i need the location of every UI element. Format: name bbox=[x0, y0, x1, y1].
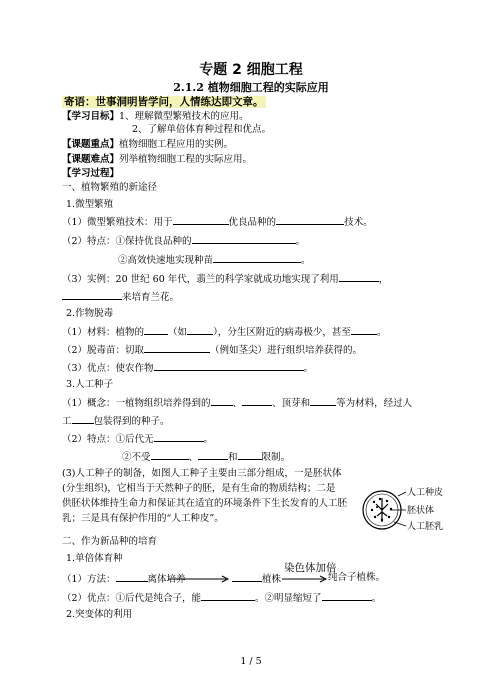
paragraph-line: (3)人工种子的制备，如图人工种子主要由三部分组成，一是胚状体 bbox=[62, 468, 342, 479]
answer-blank[interactable] bbox=[62, 290, 122, 300]
fill-line: （2）脱毒苗：切取 （例如茎尖）进行组织培养获得的。 bbox=[62, 345, 363, 356]
answer-blank[interactable] bbox=[187, 325, 213, 335]
answer-blank[interactable] bbox=[116, 572, 148, 582]
culture-arrow bbox=[168, 574, 232, 584]
answer-blank[interactable] bbox=[192, 234, 296, 244]
answer-blank[interactable] bbox=[173, 215, 229, 225]
method-line: （1）方法： 离体培养 bbox=[62, 574, 186, 585]
answer-blank[interactable] bbox=[144, 325, 168, 335]
chromosome-doubling-label: 染色体加倍 bbox=[284, 562, 337, 574]
answer-blank[interactable] bbox=[339, 272, 379, 282]
fill-line: （2）特点：①保持优良品种的 。 bbox=[62, 236, 306, 247]
fill-line: 工 包装得到的种子。 bbox=[62, 416, 170, 427]
difficulty-label: 【课题难点】 bbox=[62, 154, 120, 165]
doubling-arrow bbox=[282, 574, 330, 584]
fill-line: （1）概念：一植物组织培养得到的 、 、顶芽和 等为材料，经过人 bbox=[62, 398, 413, 409]
artificial-seed-heading: 3.人工种子 bbox=[66, 379, 114, 390]
artificial-seed-diagram bbox=[360, 482, 470, 540]
page-subtitle: 2.1.2 植物细胞工程的实际应用 bbox=[173, 81, 329, 94]
key-point-row bbox=[62, 139, 233, 151]
fill-line: （1）微型繁殖技术：用于 优良品种的 技术。 bbox=[62, 217, 373, 228]
key-point-label: 【课题重点】 bbox=[62, 139, 120, 150]
answer-blank[interactable] bbox=[310, 396, 336, 406]
fill-line: （1）材料：植物的 （如 ），分生区附近的病毒极少，甚至 。 bbox=[62, 327, 387, 338]
haploid-breeding-heading: 1.单倍体育种 bbox=[66, 553, 123, 564]
fill-line: （3）优点：使农作物 。 bbox=[62, 363, 314, 374]
key-point-text: 植物细胞工程应用的实例。 bbox=[119, 139, 234, 150]
answer-blank[interactable] bbox=[232, 572, 262, 582]
motto-highlight: 寄语：世事洞明皆学问，人情练达即文章。 bbox=[64, 96, 264, 108]
section2-heading: 二、作为新品种的培育 bbox=[62, 536, 158, 547]
paragraph-line: (分生组织)，它相当于天然种子的胚，是有生命的物质结构；二是 bbox=[62, 483, 336, 494]
answer-blank[interactable] bbox=[242, 396, 272, 406]
difficulty-text: 列举植物细胞工程的实际应用。 bbox=[119, 154, 253, 165]
answer-blank[interactable] bbox=[238, 450, 262, 460]
answer-blank[interactable] bbox=[322, 591, 372, 601]
answer-blank[interactable] bbox=[154, 432, 204, 442]
fill-line: （3）实例：20 世纪 60 年代，翡兰的科学家就成功地实现了利用 ， bbox=[62, 274, 389, 285]
method-line-part: 植株 bbox=[232, 572, 281, 586]
page-title: 专题 2 细胞工程 bbox=[199, 62, 303, 78]
answer-blank[interactable] bbox=[198, 450, 228, 460]
answer-blank[interactable] bbox=[213, 253, 301, 263]
fill-line: （2）特点：①后代无 。 bbox=[62, 434, 214, 445]
answer-blank[interactable] bbox=[72, 414, 94, 424]
learning-goals-row bbox=[62, 111, 249, 123]
answer-blank[interactable] bbox=[276, 215, 344, 225]
micro-propagation-heading: 1.微型繁殖 bbox=[66, 199, 114, 210]
learning-goals-label: 【学习目标】 bbox=[62, 111, 120, 122]
paragraph-line: 供胚状体维持生命力和保证其在适宜的环境条件下生长发育的人工胚 bbox=[62, 498, 348, 509]
section1-heading: 一、植物繁殖的新途径 bbox=[62, 182, 158, 193]
page-number: 1 / 5 bbox=[240, 656, 262, 667]
label-embryoid: 胚状体 bbox=[407, 506, 435, 516]
detoxification-heading: 2.作物脱毒 bbox=[66, 308, 114, 319]
answer-blank[interactable] bbox=[351, 325, 377, 335]
answer-blank[interactable] bbox=[144, 343, 210, 353]
answer-blank[interactable] bbox=[211, 396, 233, 406]
paragraph-line: 乳；三是具有保护作用的“人工种皮”。 bbox=[62, 513, 224, 524]
answer-blank[interactable] bbox=[154, 361, 304, 371]
label-artificial-endosperm: 人工胚乳 bbox=[407, 522, 444, 532]
fill-line: 来培育兰花。 bbox=[62, 290, 179, 304]
label-artificial-seed-coat: 人工种皮 bbox=[407, 488, 444, 498]
answer-blank[interactable] bbox=[151, 450, 189, 460]
learning-goal-2: 2、了解单倍体育种过程和优点。 bbox=[132, 124, 272, 135]
process-label: 【学习过程】 bbox=[62, 168, 120, 179]
mutant-heading: 2.突变体的利用 bbox=[66, 609, 133, 620]
fill-line: ②不受 、 和 限制。 bbox=[122, 452, 291, 463]
method-line-end: 纯合子植株。 bbox=[328, 572, 386, 583]
difficulty-row bbox=[62, 154, 252, 166]
answer-blank[interactable] bbox=[201, 591, 255, 601]
learning-goal-1: 1、理解微型繁殖技术的应用。 bbox=[119, 111, 249, 122]
fill-line: （2）优点：①后代是纯合子，能 。②明显缩短了 。 bbox=[62, 593, 382, 604]
fill-line: ②高效快速地实现种苗 。 bbox=[118, 255, 311, 266]
